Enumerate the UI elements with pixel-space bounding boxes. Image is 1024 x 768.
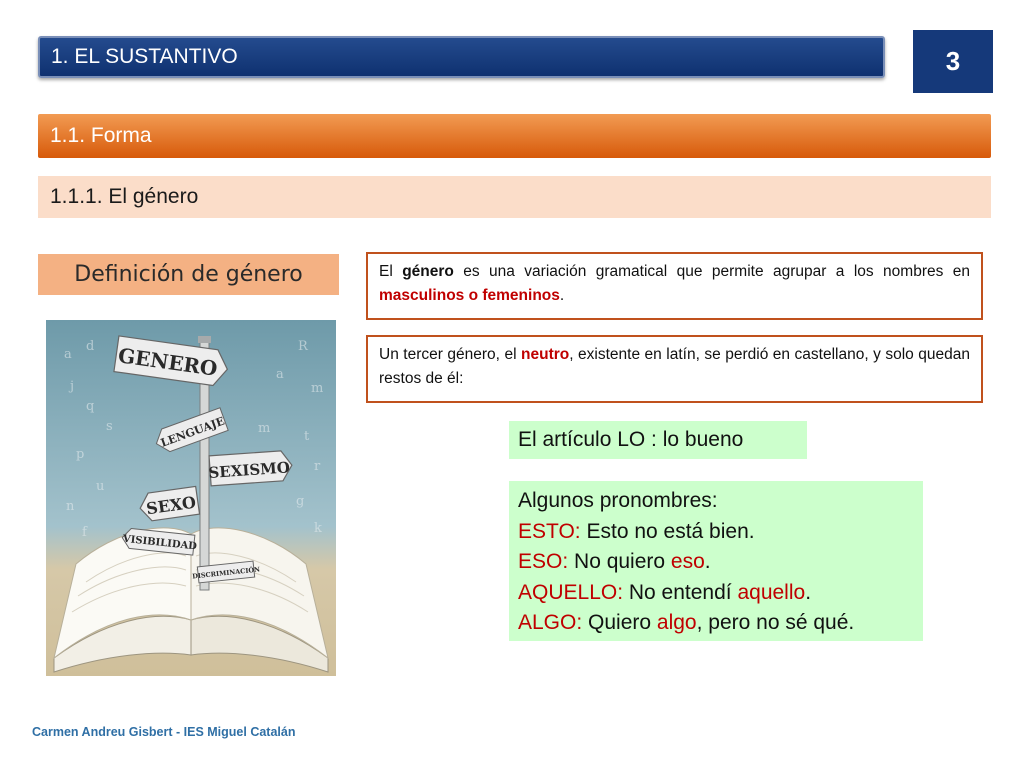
neuter-text-part: , existente en latín, se perdió en castellano, y solo quedan restos de él:: [379, 346, 970, 387]
letter: s: [106, 419, 113, 434]
section-title: 1.1. Forma: [50, 124, 152, 147]
articulo-box: El artículo LO : lo bueno: [509, 421, 807, 459]
definition-box: [366, 252, 983, 320]
neuter-box: [366, 335, 983, 403]
definition-label: Definición de género: [38, 254, 339, 295]
slide-title-bar: [38, 36, 885, 78]
section-bar: [38, 114, 991, 158]
letter: a: [64, 347, 72, 362]
pronoun-text: Quiero: [582, 611, 657, 634]
pronoun-word: eso: [670, 550, 705, 573]
sign-sexo: [138, 486, 199, 522]
neuter-text-part: Un tercer género, el: [379, 346, 522, 363]
sign-label: LENGUAJE: [158, 414, 227, 450]
sign-label: VISIBILIDAD: [122, 533, 198, 553]
letter: m: [258, 421, 271, 436]
pronoun-label: ESTO:: [518, 519, 581, 543]
pronoun-word: algo: [656, 611, 697, 634]
pronoun-line: [518, 578, 914, 609]
definition-text-part: El: [379, 263, 403, 280]
neuter-highlight: neutro: [521, 346, 570, 363]
pronoun-word: aquello: [737, 580, 806, 604]
slide-number: 3: [913, 30, 993, 93]
letter: a: [276, 367, 284, 382]
pronouns-heading: Algunos pronombres:: [518, 489, 718, 512]
sign-label: SEXISMO: [207, 458, 291, 482]
signpost-svg: [46, 320, 336, 676]
letter: g: [296, 494, 305, 509]
pronoun-text: .: [805, 580, 812, 604]
pronoun-text: , pero no sé qué.: [696, 611, 855, 634]
subsection-title: 1.1.1. El género: [50, 185, 199, 208]
letter: u: [96, 479, 105, 494]
pronoun-label: ALGO:: [518, 611, 583, 634]
letter: k: [314, 521, 322, 536]
gender-signpost-illustration: [46, 320, 336, 676]
letter: j: [70, 379, 75, 394]
definition-term: género: [402, 263, 454, 280]
pronoun-line: [518, 608, 914, 639]
pronoun-text: No entendí: [623, 580, 738, 604]
pronoun-line: [518, 517, 914, 548]
pronoun-label: ESO:: [518, 550, 569, 573]
letter: q: [86, 399, 95, 414]
letter: d: [86, 339, 95, 354]
pronoun-label: AQUELLO:: [518, 580, 624, 604]
definition-text-part: es una variación gramatical que permite agrupar a los nombres en: [453, 263, 970, 280]
sign-label: DISCRIMINACIÓN: [191, 565, 261, 581]
pronoun-line: [518, 547, 914, 578]
sign-sexismo: [207, 450, 293, 486]
letter: n: [66, 499, 75, 514]
letter: t: [304, 429, 310, 444]
pronoun-text: .: [704, 550, 711, 573]
pronouns-box: [509, 481, 923, 641]
sign-lenguaje: [152, 408, 228, 455]
subsection-bar: [38, 176, 991, 218]
letter: f: [82, 525, 87, 540]
sign-label: SEXO: [145, 492, 198, 519]
sign-genero: [114, 336, 230, 387]
footer-credit: Carmen Andreu Gisbert - IES Miguel Catalán: [32, 725, 296, 739]
letter: R: [298, 339, 308, 354]
slide-title: 1. EL SUSTANTIVO: [51, 45, 238, 68]
sign-label: GENERO: [116, 343, 219, 381]
definition-highlight: masculinos o femeninos: [379, 287, 560, 304]
pronoun-text: Esto no está bien.: [580, 519, 755, 543]
pronoun-text: No quiero: [568, 550, 671, 573]
letter: p: [76, 447, 85, 462]
definition-text-part: .: [559, 287, 565, 304]
letter: r: [314, 459, 321, 474]
letter: m: [311, 381, 324, 396]
